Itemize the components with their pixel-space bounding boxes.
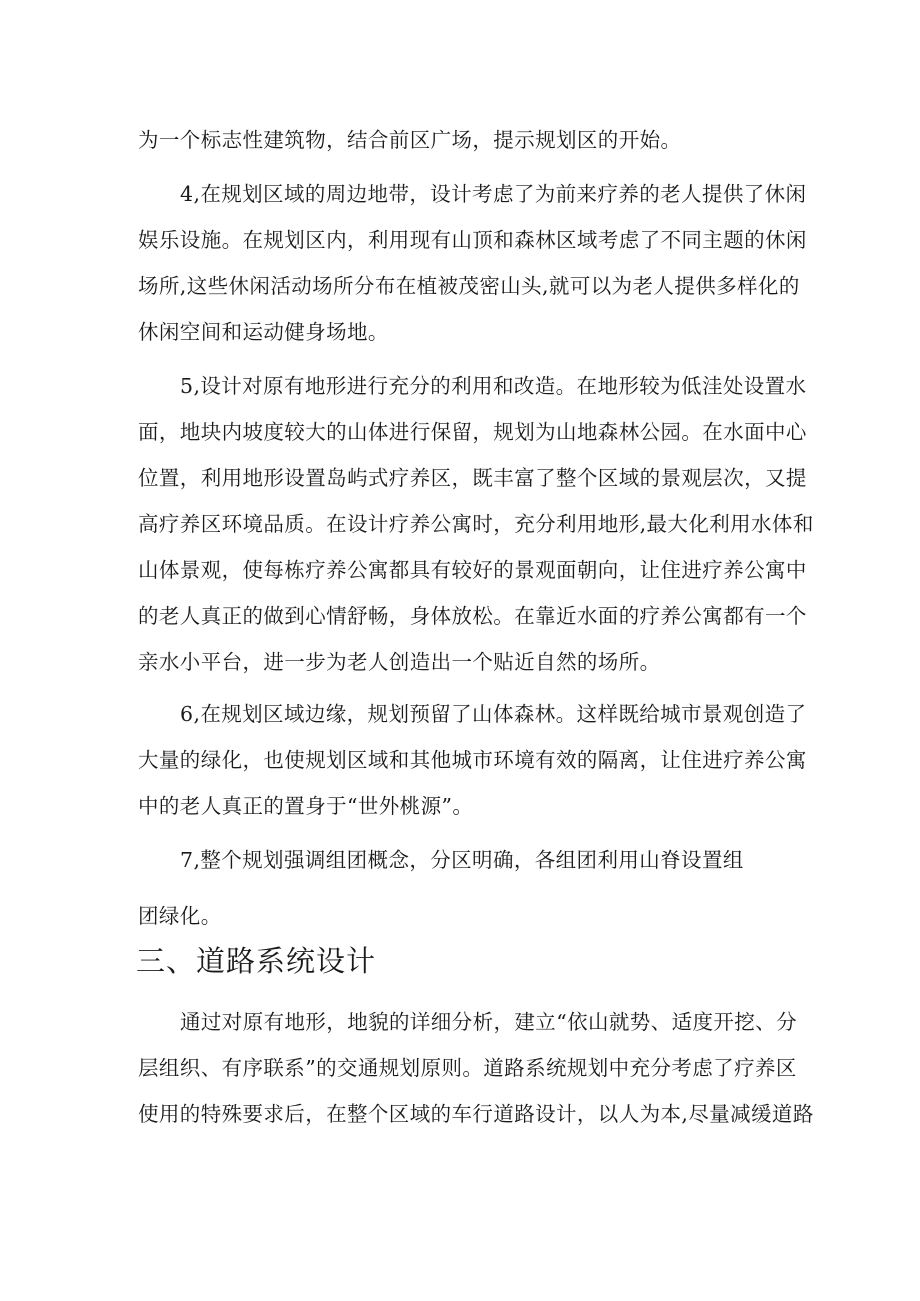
paragraph-line: 5,设计对原有地形进行充分的利用和改造。在地形较为低洼处设置水 bbox=[180, 374, 807, 398]
paragraph-line: 通过对原有地形，地貌的详细分析，建立“依山就势、适度开挖、分 bbox=[180, 1010, 797, 1034]
paragraph-line: 团绿化。 bbox=[138, 904, 222, 928]
paragraph-line: 中的老人真正的置身于“世外桃源”。 bbox=[138, 794, 474, 818]
paragraph-line: 山体景观，使每栋疗养公寓都具有较好的景观面朝向，让住进疗养公寓中 bbox=[138, 558, 807, 582]
paragraph-line: 4,在规划区域的周边地带，设计考虑了为前来疗养的老人提供了休闲 bbox=[180, 182, 807, 206]
section-heading: 三、道路系统设计 bbox=[136, 944, 377, 978]
paragraph-line: 使用的特殊要求后，在整个区域的车行道路设计，以人为本,尽量减缓道路 bbox=[138, 1102, 814, 1126]
paragraph-line: 娱乐设施。在规划区内，利用现有山顶和森林区域考虑了不同主题的休闲 bbox=[138, 228, 807, 252]
paragraph-line: 6,在规划区域边缘，规划预留了山体森林。这样既给城市景观创造了 bbox=[180, 702, 807, 726]
paragraph-line: 亲水小平台，进一步为老人创造出一个贴近自然的场所。 bbox=[138, 650, 661, 674]
paragraph-line: 面，地块内坡度较大的山体进行保留，规划为山地森林公园。在水面中心 bbox=[138, 420, 807, 444]
paragraph-line: 为一个标志性建筑物，结合前区广场，提示规划区的开始。 bbox=[138, 128, 682, 152]
paragraph-line: 7,整个规划强调组团概念，分区明确，各组团利用山脊设置组 bbox=[180, 848, 744, 872]
paragraph-line: 休闲空间和运动健身场地。 bbox=[138, 320, 389, 344]
paragraph-line: 场所,这些休闲活动场所分布在植被茂密山头,就可以为老人提供多样化的 bbox=[138, 274, 800, 298]
paragraph-line: 层组织、有序联系”的交通规划原则。道路系统规划中充分考虑了疗养区 bbox=[138, 1056, 797, 1080]
paragraph-line: 高疗养区环境品质。在设计疗养公寓时，充分利用地形,最大化利用水体和 bbox=[138, 512, 814, 536]
paragraph-line: 大量的绿化，也使规划区域和其他城市环境有效的隔离，让住进疗养公寓 bbox=[138, 748, 807, 772]
paragraph-line: 的老人真正的做到心情舒畅，身体放松。在靠近水面的疗养公寓都有一个 bbox=[138, 604, 807, 628]
paragraph-line: 位置，利用地形设置岛屿式疗养区，既丰富了整个区域的景观层次，又提 bbox=[138, 466, 807, 490]
